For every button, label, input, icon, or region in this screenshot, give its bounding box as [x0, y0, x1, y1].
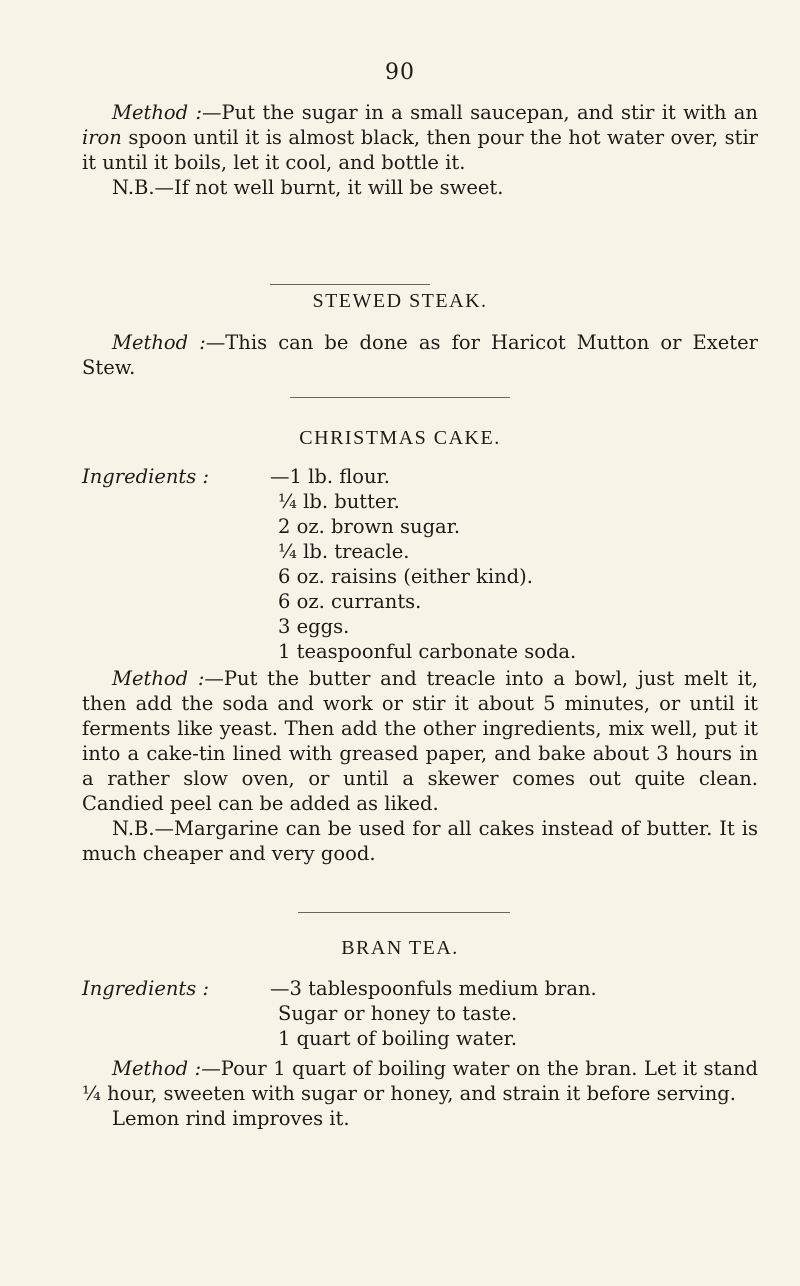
ingredient-item: 2 oz. brown sugar. [278, 515, 461, 538]
bran-tea-method-label: Method : [112, 1057, 202, 1080]
ingredient-item: 3 eggs. [278, 615, 350, 638]
christmas-cake-nb: N.B.—Margarine can be used for all cakes instead of butter. It is much cheaper and very good. [82, 817, 758, 865]
bran-tea-ingredients [82, 976, 597, 1051]
christmas-cake-method [82, 666, 758, 816]
intro-method-paragraph [82, 100, 758, 175]
ingredient-item: ¼ lb. treacle. [278, 540, 410, 563]
section-divider [290, 397, 510, 398]
intro-method-text-1: —Put the sugar in a small saucepan, and stir it with an [202, 101, 758, 124]
bran-tea-method [82, 1056, 758, 1106]
intro-nb: N.B.—If not well burnt, it will be sweet. [112, 176, 504, 199]
christmas-cake-method-section [82, 666, 758, 866]
stewed-steak-method-text: —This can be done as for Haricot Mutton or Exeter Stew. [82, 331, 758, 379]
section-divider [270, 284, 430, 285]
ingredient-item: 1 teaspoonful carbonate soda. [278, 640, 577, 663]
intro-section [82, 100, 758, 200]
page-number: 90 [385, 60, 415, 85]
section-divider [298, 912, 510, 913]
ingredient-item: —3 tablespoonfuls medium bran. [270, 977, 597, 1000]
stewed-steak-section [82, 330, 758, 380]
intro-method-text-2: spoon until it is almost black, then pour the hot water over, stir it until it boils, let it cool, and bottle it. [82, 126, 758, 174]
christmas-cake-ingredients [82, 464, 576, 664]
bran-tea-ingredient-list [270, 976, 597, 1051]
bran-tea-ingredients-label: Ingredients : [82, 977, 210, 1000]
ingredient-item: 6 oz. raisins (either kind). [278, 565, 533, 588]
stewed-steak-method-label: Method : [112, 331, 206, 354]
stewed-steak-method [82, 330, 758, 380]
christmas-cake-ingredient-list [270, 464, 576, 664]
ingredient-item: Sugar or honey to taste. [278, 1002, 518, 1025]
christmas-cake-method-label: Method : [112, 667, 205, 690]
ingredient-item: ¼ lb. butter. [278, 490, 400, 513]
stewed-steak-heading: STEWED STEAK. [312, 290, 488, 312]
intro-method-label: Method : [112, 101, 203, 124]
christmas-cake-method-text: —Put the butter and treacle into a bowl, just melt it, then add the soda and work or stir it about 5 minutes, or until it ferments like yeast. Then add the other ingredients, mix well, put it into a cake-tin lined with greased paper, and bake about 3 hours in a rather slow oven, or until a skewer comes out quite clean. Candied peel can be added as liked. [82, 667, 758, 815]
bran-tea-method-text: —Pour 1 quart of boiling water on the bran. Let it stand ¼ hour, sweeten with sugar or honey, and strain it before serving. [82, 1057, 758, 1105]
bran-tea-heading: BRAN TEA. [341, 937, 459, 959]
ingredient-item: 6 oz. currants. [278, 590, 422, 613]
christmas-cake-ingredients-label: Ingredients : [82, 465, 210, 488]
christmas-cake-heading: CHRISTMAS CAKE. [299, 427, 501, 449]
ingredient-item: —1 lb. flour. [270, 465, 390, 488]
intro-method-italic: iron [82, 126, 122, 149]
bran-tea-method-section [82, 1056, 758, 1131]
ingredient-item: 1 quart of boiling water. [278, 1027, 518, 1050]
bran-tea-note: Lemon rind improves it. [112, 1107, 350, 1130]
